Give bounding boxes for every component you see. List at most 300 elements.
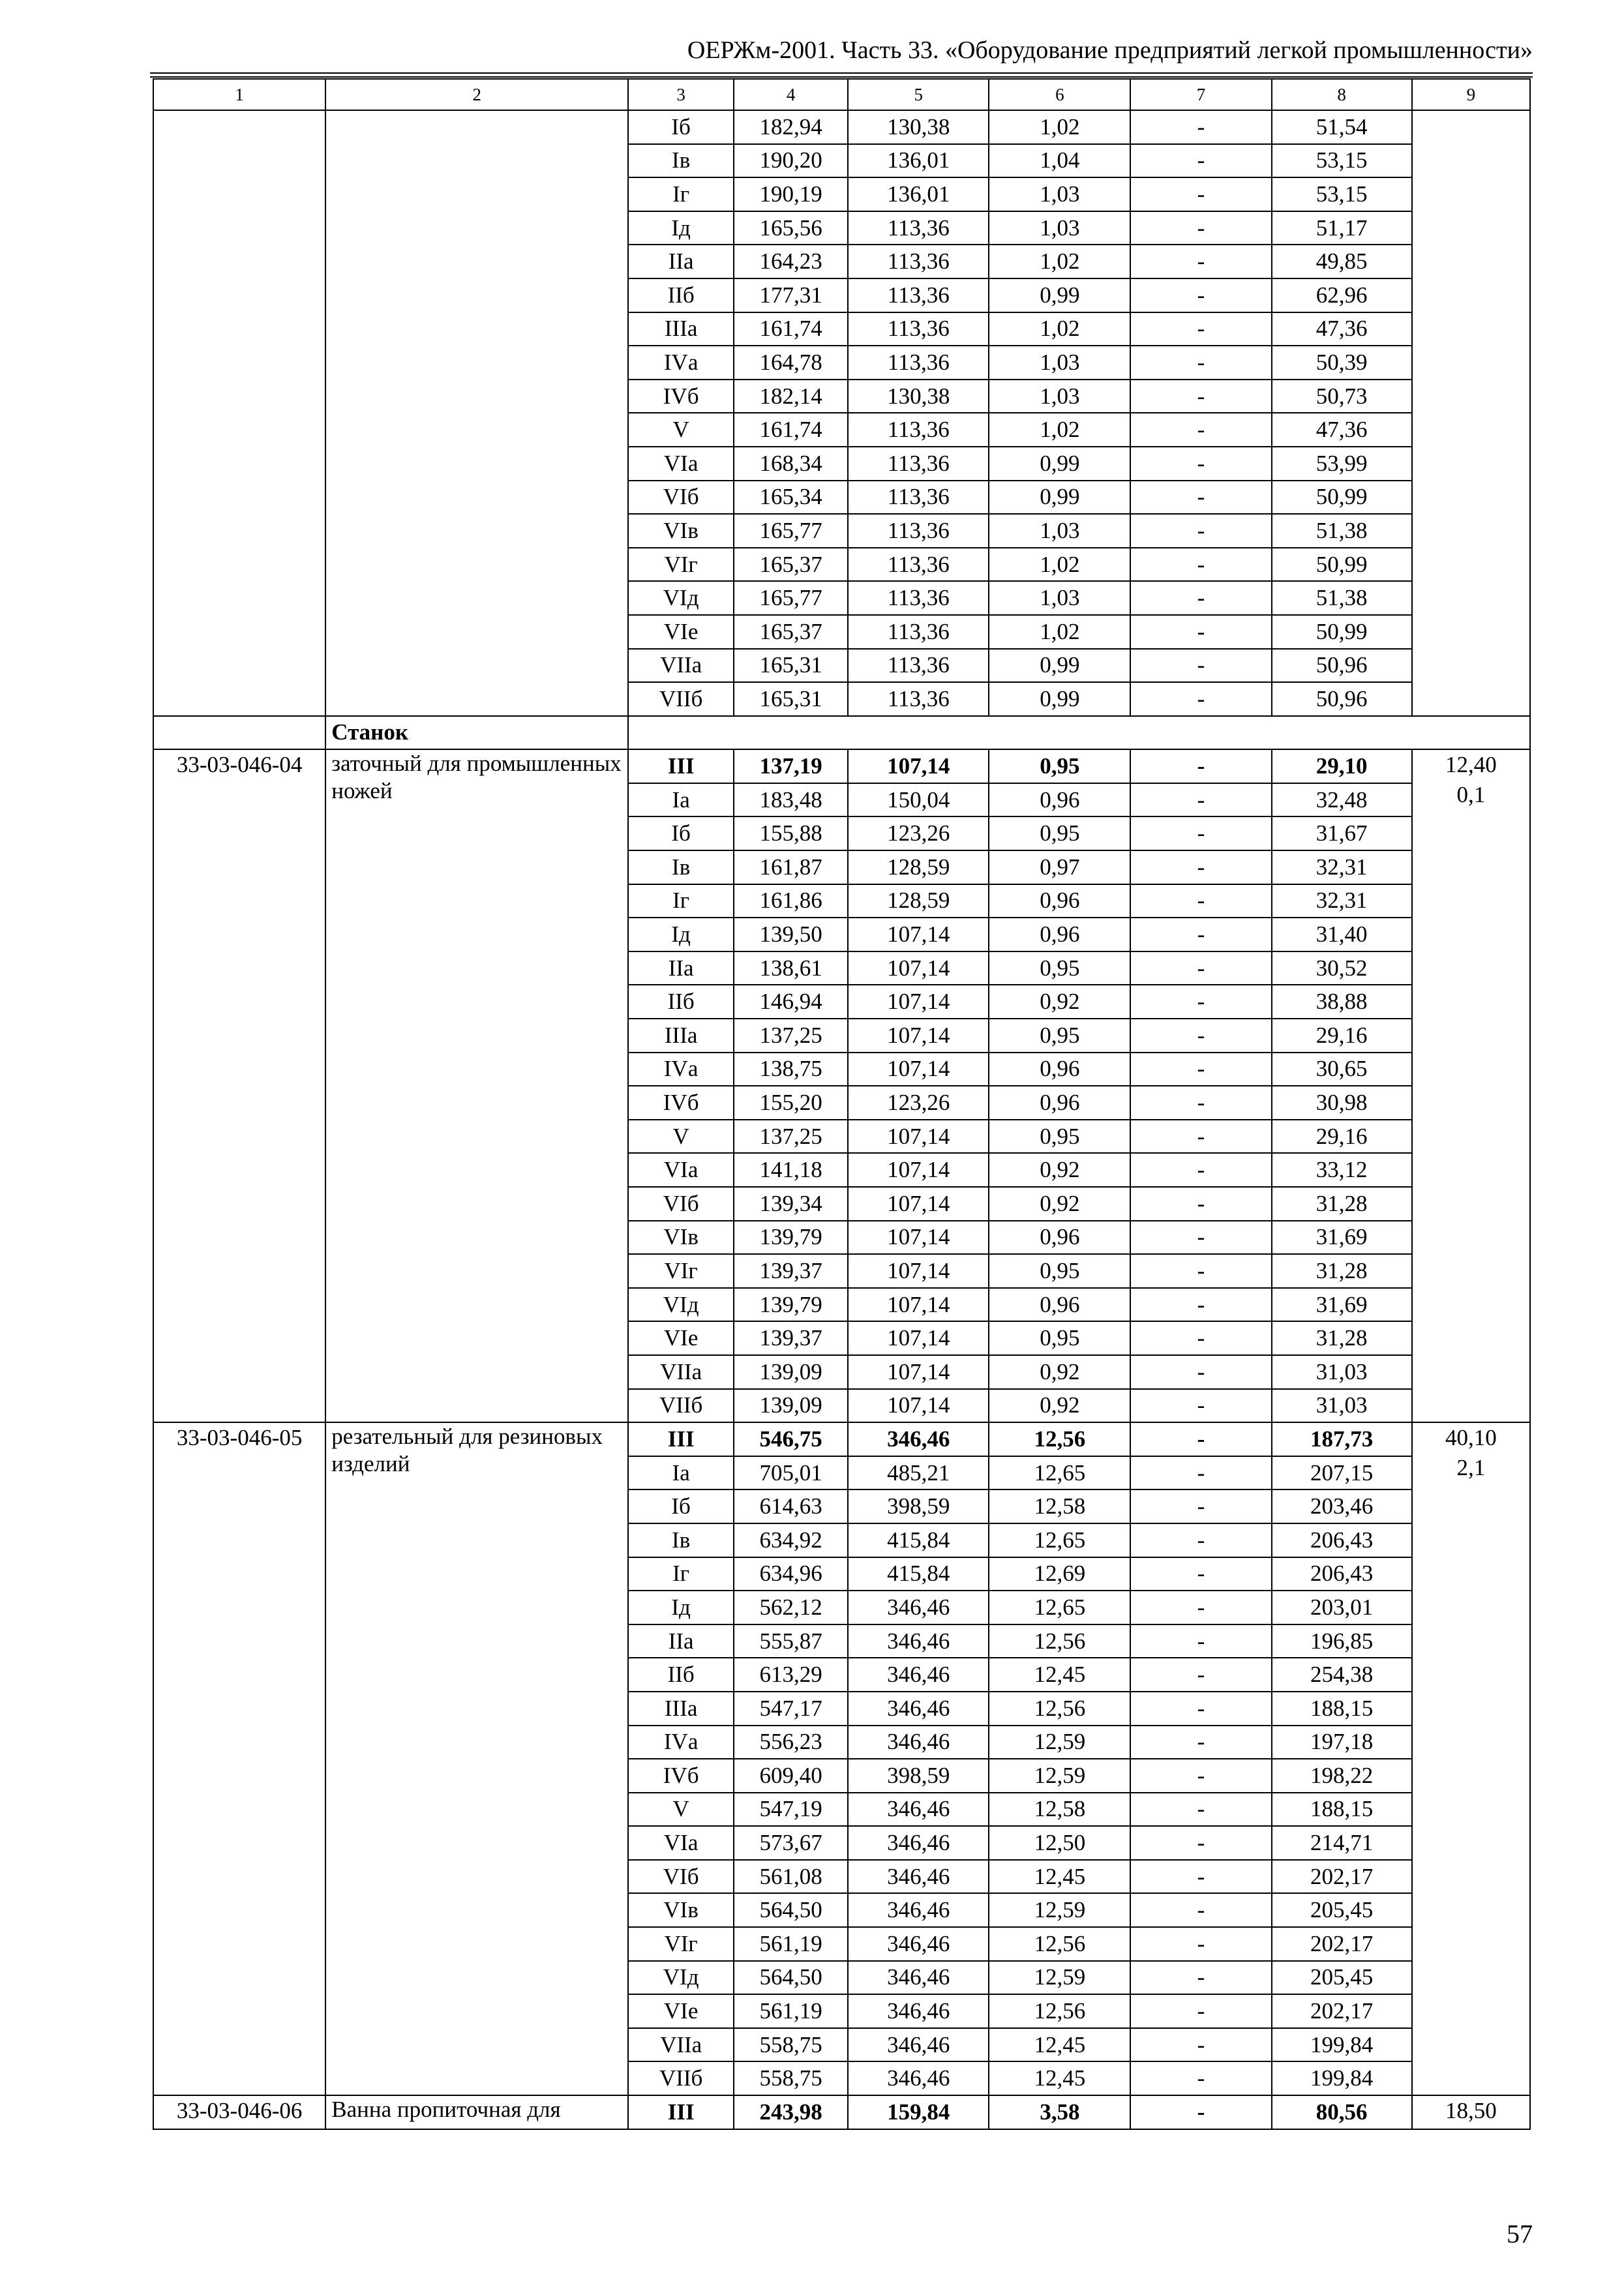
cell-grade: Iв [628, 850, 734, 884]
cell-machine: 1,03 [989, 177, 1130, 211]
cell-col9 [1412, 2095, 1530, 2129]
cell-machinist: - [1130, 1187, 1271, 1221]
cell-labor: 415,84 [848, 1557, 989, 1591]
cell-machinist: - [1130, 783, 1271, 817]
cell-machine: 1,02 [989, 312, 1130, 346]
cell-machine: 12,45 [989, 1658, 1130, 1692]
cell-material: 31,40 [1272, 918, 1412, 951]
cell-total: 558,75 [734, 2061, 848, 2095]
cell-material: 29,16 [1272, 1120, 1412, 1154]
cell-labor: 113,36 [848, 245, 989, 278]
cell-machine: 12,56 [989, 1422, 1130, 1456]
cell-machinist: - [1130, 816, 1271, 850]
cell-machine: 12,58 [989, 1793, 1130, 1827]
cell-total: 564,50 [734, 1893, 848, 1927]
cell-grade: VIд [628, 1288, 734, 1322]
section-title: Станок [325, 716, 628, 750]
cell-machinist: - [1130, 144, 1271, 178]
cell-machinist: - [1130, 2095, 1271, 2129]
cell-total: 182,94 [734, 110, 848, 144]
cell-machinist: - [1130, 1927, 1271, 1961]
cell-machinist: - [1130, 884, 1271, 918]
cell-total: 139,37 [734, 1254, 848, 1288]
cell-material: 49,85 [1272, 245, 1412, 278]
cell-machinist: - [1130, 380, 1271, 413]
cell-machine: 12,65 [989, 1456, 1130, 1490]
cell-material: 31,28 [1272, 1187, 1412, 1221]
cell-total: 146,94 [734, 985, 848, 1019]
cell-total: 546,75 [734, 1422, 848, 1456]
cell-total: 165,34 [734, 481, 848, 515]
cell-grade: VIб [628, 1860, 734, 1894]
cell-machinist: - [1130, 1557, 1271, 1591]
cell-machinist: - [1130, 1456, 1271, 1490]
cell-machinist: - [1130, 514, 1271, 548]
cell-material: 30,98 [1272, 1086, 1412, 1120]
cell-machinist: - [1130, 850, 1271, 884]
cell-machine: 0,96 [989, 1288, 1130, 1322]
cell-material: 38,88 [1272, 985, 1412, 1019]
cell-grade: VIв [628, 1221, 734, 1255]
cell-machine: 1,03 [989, 346, 1130, 380]
column-number: 3 [628, 79, 734, 110]
cell-machinist: - [1130, 278, 1271, 312]
cell-labor: 107,14 [848, 1187, 989, 1221]
cell-machinist: - [1130, 1591, 1271, 1624]
cell-material: 51,17 [1272, 211, 1412, 245]
cell-machine: 0,95 [989, 1254, 1130, 1288]
cell-machinist: - [1130, 749, 1271, 783]
cell-grade: IIб [628, 985, 734, 1019]
cell-total: 161,87 [734, 850, 848, 884]
cell-material: 31,28 [1272, 1321, 1412, 1355]
cell-code: 33-03-046-05 [153, 1422, 325, 2095]
cell-labor: 113,36 [848, 649, 989, 683]
cell-labor: 107,14 [848, 1221, 989, 1255]
cell-machinist: - [1130, 1288, 1271, 1322]
cell-total: 243,98 [734, 2095, 848, 2129]
section-blank [153, 716, 325, 750]
cell-name [325, 110, 628, 716]
cell-total: 139,79 [734, 1288, 848, 1322]
cell-grade: V [628, 1120, 734, 1154]
cell-labor: 128,59 [848, 884, 989, 918]
cell-labor: 346,46 [848, 2061, 989, 2095]
price-table [153, 78, 1531, 2130]
cell-machine: 0,95 [989, 749, 1130, 783]
cell-grade: VIб [628, 481, 734, 515]
column-number: 4 [734, 79, 848, 110]
cell-machinist: - [1130, 1389, 1271, 1423]
cell-grade: VIIа [628, 1355, 734, 1389]
cell-total: 561,08 [734, 1860, 848, 1894]
cell-grade: VIд [628, 581, 734, 615]
cell-machinist: - [1130, 312, 1271, 346]
cell-total: 168,34 [734, 447, 848, 481]
cell-machine: 12,56 [989, 1692, 1130, 1726]
cell-machinist: - [1130, 110, 1271, 144]
cell-machinist: - [1130, 1422, 1271, 1456]
cell-material: 203,01 [1272, 1591, 1412, 1624]
cell-machinist: - [1130, 1153, 1271, 1187]
cell-machine: 12,59 [989, 1893, 1130, 1927]
cell-material: 53,99 [1272, 447, 1412, 481]
cell-material: 199,84 [1272, 2028, 1412, 2062]
cell-grade: Iб [628, 110, 734, 144]
cell-machine: 0,92 [989, 985, 1130, 1019]
cell-grade: V [628, 1793, 734, 1827]
cell-material: 196,85 [1272, 1624, 1412, 1658]
cell-material: 51,38 [1272, 581, 1412, 615]
cell-machine: 0,97 [989, 850, 1130, 884]
cell-total: 634,92 [734, 1523, 848, 1557]
cell-total: 164,78 [734, 346, 848, 380]
cell-material: 31,69 [1272, 1288, 1412, 1322]
cell-labor: 346,46 [848, 2028, 989, 2062]
page-number: 57 [1507, 2219, 1533, 2249]
cell-grade: Iа [628, 783, 734, 817]
cell-grade: IIIа [628, 1692, 734, 1726]
cell-machine: 12,65 [989, 1523, 1130, 1557]
cell-machine: 0,95 [989, 1321, 1130, 1355]
cell-material: 50,99 [1272, 548, 1412, 582]
cell-machine: 12,59 [989, 1961, 1130, 1995]
cell-grade: Iв [628, 1523, 734, 1557]
cell-material: 188,15 [1272, 1692, 1412, 1726]
cell-machine: 0,96 [989, 1086, 1130, 1120]
cell-labor: 107,14 [848, 1321, 989, 1355]
cell-labor: 150,04 [848, 783, 989, 817]
cell-grade: IVа [628, 346, 734, 380]
cell-machine: 1,02 [989, 110, 1130, 144]
cell-material: 51,38 [1272, 514, 1412, 548]
cell-grade: VIб [628, 1187, 734, 1221]
cell-name: заточный для промышленных ножей [325, 749, 628, 1422]
cell-total: 564,50 [734, 1961, 848, 1995]
cell-material: 31,03 [1272, 1389, 1412, 1423]
cell-machinist: - [1130, 1692, 1271, 1726]
cell-material: 50,99 [1272, 481, 1412, 515]
cell-machine: 0,96 [989, 884, 1130, 918]
cell-grade: VIг [628, 1254, 734, 1288]
cell-material: 206,43 [1272, 1557, 1412, 1591]
cell-grade: VIд [628, 1961, 734, 1995]
cell-total: 183,48 [734, 783, 848, 817]
cell-total: 190,20 [734, 144, 848, 178]
cell-material: 198,22 [1272, 1759, 1412, 1793]
cell-machine: 1,02 [989, 615, 1130, 649]
cell-machine: 12,69 [989, 1557, 1130, 1591]
cell-machine: 12,58 [989, 1489, 1130, 1523]
cell-labor: 130,38 [848, 380, 989, 413]
cell-material: 50,96 [1272, 682, 1412, 716]
cell-machinist: - [1130, 245, 1271, 278]
cell-machinist: - [1130, 548, 1271, 582]
cell-machine: 12,56 [989, 1994, 1130, 2028]
cell-machinist: - [1130, 1893, 1271, 1927]
cell-machinist: - [1130, 581, 1271, 615]
cell-total: 161,74 [734, 312, 848, 346]
cell-col9 [1412, 1422, 1530, 2095]
cell-grade: III [628, 2095, 734, 2129]
cell-machine: 1,02 [989, 245, 1130, 278]
cell-grade: VIг [628, 1927, 734, 1961]
cell-total: 155,20 [734, 1086, 848, 1120]
cell-grade: Iб [628, 816, 734, 850]
col9-value: 12,40 [1445, 752, 1497, 778]
cell-labor: 128,59 [848, 850, 989, 884]
cell-grade: VIг [628, 548, 734, 582]
cell-code [153, 110, 325, 716]
cell-labor: 398,59 [848, 1759, 989, 1793]
cell-total: 161,86 [734, 884, 848, 918]
cell-material: 207,15 [1272, 1456, 1412, 1490]
cell-labor: 107,14 [848, 1288, 989, 1322]
cell-machinist: - [1130, 211, 1271, 245]
cell-labor: 346,46 [848, 1994, 989, 2028]
cell-labor: 107,14 [848, 1120, 989, 1154]
cell-labor: 346,46 [848, 1422, 989, 1456]
cell-labor: 107,14 [848, 749, 989, 783]
cell-grade: VIа [628, 447, 734, 481]
section-row [153, 716, 1530, 750]
cell-machinist: - [1130, 1793, 1271, 1827]
cell-labor: 107,14 [848, 1019, 989, 1053]
cell-machine: 0,92 [989, 1187, 1130, 1221]
cell-material: 31,67 [1272, 816, 1412, 850]
cell-total: 547,19 [734, 1793, 848, 1827]
cell-material: 47,36 [1272, 312, 1412, 346]
cell-machinist: - [1130, 1321, 1271, 1355]
cell-machinist: - [1130, 177, 1271, 211]
cell-machine: 1,03 [989, 211, 1130, 245]
cell-grade: VIIб [628, 682, 734, 716]
cell-grade: VIа [628, 1153, 734, 1187]
cell-labor: 346,46 [848, 1726, 989, 1759]
cell-total: 555,87 [734, 1624, 848, 1658]
cell-material: 206,43 [1272, 1523, 1412, 1557]
cell-machine: 12,59 [989, 1759, 1130, 1793]
cell-grade: Iв [628, 144, 734, 178]
cell-labor: 107,14 [848, 1355, 989, 1389]
cell-grade: VIе [628, 1321, 734, 1355]
cell-material: 53,15 [1272, 177, 1412, 211]
cell-total: 182,14 [734, 380, 848, 413]
cell-labor: 107,14 [848, 918, 989, 951]
cell-machine: 1,04 [989, 144, 1130, 178]
cell-labor: 113,36 [848, 346, 989, 380]
cell-grade: Iг [628, 177, 734, 211]
cell-grade: Iд [628, 918, 734, 951]
cell-total: 137,19 [734, 749, 848, 783]
cell-machinist: - [1130, 1759, 1271, 1793]
cell-machine: 12,56 [989, 1927, 1130, 1961]
cell-total: 634,96 [734, 1557, 848, 1591]
cell-grade: VIв [628, 514, 734, 548]
cell-total: 558,75 [734, 2028, 848, 2062]
column-number: 8 [1272, 79, 1412, 110]
cell-total: 164,23 [734, 245, 848, 278]
cell-grade: IIIа [628, 312, 734, 346]
cell-labor: 113,36 [848, 682, 989, 716]
column-number: 6 [989, 79, 1130, 110]
cell-labor: 346,46 [848, 1624, 989, 1658]
cell-total: 137,25 [734, 1019, 848, 1053]
cell-grade: V [628, 413, 734, 447]
cell-material: 197,18 [1272, 1726, 1412, 1759]
cell-machinist: - [1130, 951, 1271, 985]
cell-machinist: - [1130, 649, 1271, 683]
cell-material: 51,54 [1272, 110, 1412, 144]
header-rule [150, 72, 1533, 74]
col9-value: 2,1 [1456, 1455, 1486, 1481]
cell-material: 50,99 [1272, 615, 1412, 649]
cell-grade: IIб [628, 278, 734, 312]
cell-material: 62,96 [1272, 278, 1412, 312]
cell-machinist: - [1130, 985, 1271, 1019]
section-blank [628, 716, 1530, 750]
cell-name: резательный для резиновых изделий [325, 1422, 628, 2095]
cell-grade: VIв [628, 1893, 734, 1927]
cell-machinist: - [1130, 1726, 1271, 1759]
cell-total: 165,37 [734, 615, 848, 649]
cell-total: 165,77 [734, 581, 848, 615]
cell-labor: 113,36 [848, 581, 989, 615]
cell-material: 80,56 [1272, 2095, 1412, 2129]
cell-labor: 113,36 [848, 312, 989, 346]
cell-grade: Iг [628, 884, 734, 918]
cell-total: 155,88 [734, 816, 848, 850]
cell-machinist: - [1130, 1826, 1271, 1860]
cell-machinist: - [1130, 1489, 1271, 1523]
cell-material: 50,96 [1272, 649, 1412, 683]
cell-machine: 0,95 [989, 951, 1130, 985]
cell-machinist: - [1130, 1086, 1271, 1120]
cell-machinist: - [1130, 1624, 1271, 1658]
table-row [153, 749, 1530, 783]
cell-grade: Iа [628, 1456, 734, 1490]
cell-labor: 136,01 [848, 177, 989, 211]
cell-total: 705,01 [734, 1456, 848, 1490]
cell-machine: 3,58 [989, 2095, 1130, 2129]
column-number: 2 [325, 79, 628, 110]
cell-machine: 1,03 [989, 581, 1130, 615]
table-row [153, 1422, 1530, 1456]
cell-grade: VIе [628, 615, 734, 649]
cell-machine: 0,99 [989, 481, 1130, 515]
cell-material: 32,48 [1272, 783, 1412, 817]
cell-total: 161,74 [734, 413, 848, 447]
cell-total: 165,31 [734, 649, 848, 683]
cell-total: 139,09 [734, 1355, 848, 1389]
cell-total: 139,34 [734, 1187, 848, 1221]
col9-value: 0,1 [1456, 782, 1486, 808]
cell-material: 29,10 [1272, 749, 1412, 783]
cell-machine: 0,92 [989, 1355, 1130, 1389]
cell-machinist: - [1130, 413, 1271, 447]
cell-material: 187,73 [1272, 1422, 1412, 1456]
cell-material: 29,16 [1272, 1019, 1412, 1053]
cell-total: 138,75 [734, 1053, 848, 1086]
cell-machinist: - [1130, 1254, 1271, 1288]
cell-material: 31,69 [1272, 1221, 1412, 1255]
cell-material: 203,46 [1272, 1489, 1412, 1523]
cell-machinist: - [1130, 1658, 1271, 1692]
cell-total: 138,61 [734, 951, 848, 985]
cell-machine: 0,95 [989, 816, 1130, 850]
cell-machine: 12,45 [989, 2028, 1130, 2062]
cell-material: 47,36 [1272, 413, 1412, 447]
cell-labor: 346,46 [848, 1793, 989, 1827]
cell-material: 30,65 [1272, 1053, 1412, 1086]
cell-machine: 0,95 [989, 1019, 1130, 1053]
cell-material: 254,38 [1272, 1658, 1412, 1692]
cell-labor: 107,14 [848, 1153, 989, 1187]
cell-total: 562,12 [734, 1591, 848, 1624]
cell-labor: 113,36 [848, 615, 989, 649]
cell-machine: 0,99 [989, 447, 1130, 481]
cell-machinist: - [1130, 1961, 1271, 1995]
cell-total: 190,19 [734, 177, 848, 211]
cell-machinist: - [1130, 918, 1271, 951]
cell-labor: 346,46 [848, 1961, 989, 1995]
cell-machinist: - [1130, 1221, 1271, 1255]
cell-machinist: - [1130, 1355, 1271, 1389]
cell-labor: 159,84 [848, 2095, 989, 2129]
cell-labor: 113,36 [848, 278, 989, 312]
column-number: 1 [153, 79, 325, 110]
cell-grade: IVб [628, 1086, 734, 1120]
cell-labor: 415,84 [848, 1523, 989, 1557]
column-number-row [153, 79, 1530, 110]
cell-total: 573,67 [734, 1826, 848, 1860]
cell-machine: 1,03 [989, 514, 1130, 548]
cell-labor: 123,26 [848, 816, 989, 850]
column-number: 5 [848, 79, 989, 110]
cell-grade: III [628, 749, 734, 783]
cell-labor: 113,36 [848, 548, 989, 582]
cell-grade: IVа [628, 1726, 734, 1759]
cell-machine: 12,50 [989, 1826, 1130, 1860]
cell-name: Ванна пропиточная для [325, 2095, 628, 2129]
cell-machine: 12,56 [989, 1624, 1130, 1658]
cell-labor: 113,36 [848, 413, 989, 447]
cell-machine: 0,92 [989, 1153, 1130, 1187]
cell-total: 614,63 [734, 1489, 848, 1523]
cell-machinist: - [1130, 2061, 1271, 2095]
cell-machine: 0,96 [989, 1221, 1130, 1255]
cell-grade: IVб [628, 380, 734, 413]
cell-machine: 12,59 [989, 1726, 1130, 1759]
cell-machinist: - [1130, 346, 1271, 380]
cell-labor: 123,26 [848, 1086, 989, 1120]
cell-material: 50,73 [1272, 380, 1412, 413]
cell-labor: 107,14 [848, 951, 989, 985]
cell-total: 139,09 [734, 1389, 848, 1423]
cell-material: 30,52 [1272, 951, 1412, 985]
cell-machinist: - [1130, 1019, 1271, 1053]
cell-machinist: - [1130, 682, 1271, 716]
cell-material: 214,71 [1272, 1826, 1412, 1860]
cell-machinist: - [1130, 1860, 1271, 1894]
cell-machine: 0,92 [989, 1389, 1130, 1423]
cell-grade: IIа [628, 245, 734, 278]
cell-machine: 12,45 [989, 1860, 1130, 1894]
cell-grade: IIа [628, 951, 734, 985]
cell-material: 31,03 [1272, 1355, 1412, 1389]
cell-total: 561,19 [734, 1927, 848, 1961]
cell-material: 202,17 [1272, 1927, 1412, 1961]
